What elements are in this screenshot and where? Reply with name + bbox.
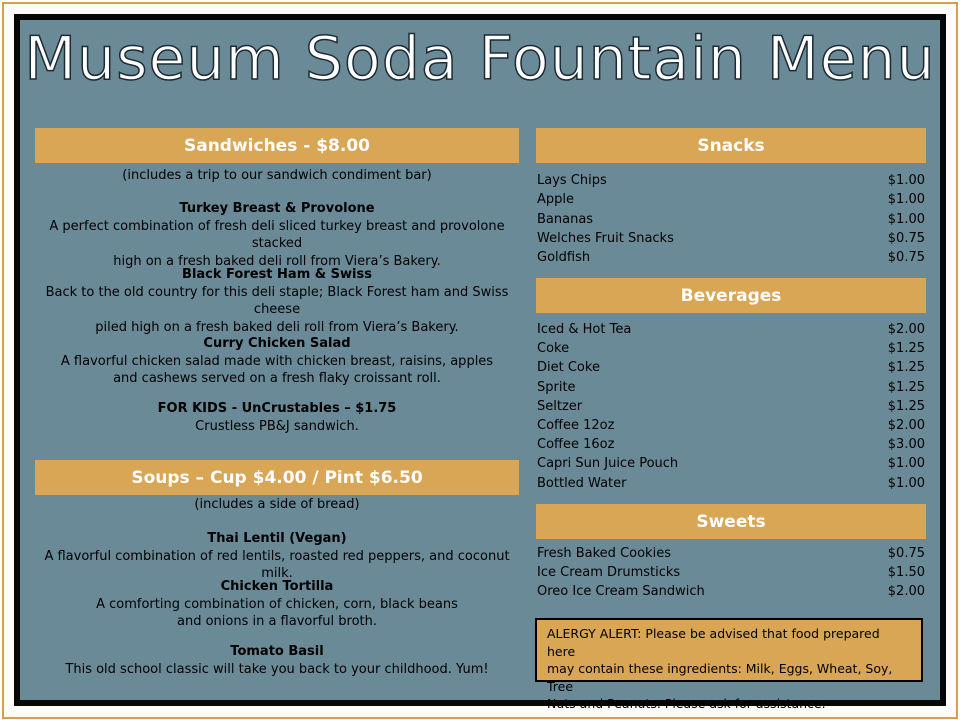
item-description: Back to the old country for this deli staple; Black Forest ham and Swiss cheese bbox=[45, 284, 509, 317]
beverages-heading: Beverages bbox=[536, 278, 926, 313]
item-name: Capri Sun Juice Pouch bbox=[537, 456, 679, 471]
item-description: A flavorful combination of red lentils, roasted red peppers, and coconut milk. bbox=[44, 548, 510, 581]
item-name: Sprite bbox=[537, 380, 576, 395]
item-name: Fresh Baked Cookies bbox=[537, 546, 671, 561]
item-name: Lays Chips bbox=[537, 173, 607, 188]
beverage-row bbox=[537, 399, 925, 418]
beverage-row bbox=[537, 456, 925, 475]
item-name: Seltzer bbox=[537, 399, 583, 414]
item-name: Turkey Breast & Provolone bbox=[179, 201, 375, 216]
item-name: Welches Fruit Snacks bbox=[537, 231, 674, 246]
soups-heading: Soups – Cup $4.00 / Pint $6.50 bbox=[35, 460, 519, 495]
item-price: $1.50 bbox=[887, 565, 925, 580]
sandwiches-heading: Sandwiches - $8.00 bbox=[35, 128, 519, 163]
sandwich-item-curry bbox=[35, 335, 519, 388]
item-price: $1.25 bbox=[887, 380, 925, 395]
item-name: Tomato Basil bbox=[230, 644, 324, 659]
item-price: $3.00 bbox=[887, 437, 925, 452]
item-name: Thai Lentil (Vegan) bbox=[207, 531, 347, 546]
beverage-row bbox=[537, 341, 925, 360]
snack-row bbox=[537, 173, 925, 192]
beverage-row bbox=[537, 380, 925, 399]
sweet-row bbox=[537, 565, 925, 584]
item-name: Coke bbox=[537, 341, 570, 356]
sandwich-item-ham bbox=[35, 266, 519, 336]
item-description: high on a fresh baked deli roll from Viera’s Bakery. bbox=[113, 253, 441, 269]
item-name: Oreo Ice Cream Sandwich bbox=[537, 584, 705, 599]
item-price: $1.00 bbox=[887, 212, 925, 227]
sandwich-item-turkey bbox=[35, 200, 519, 270]
item-name: Curry Chicken Salad bbox=[203, 336, 351, 351]
item-price: $1.25 bbox=[887, 360, 925, 375]
beverage-row bbox=[537, 360, 925, 379]
item-name: Apple bbox=[537, 192, 575, 207]
item-name: Diet Coke bbox=[537, 360, 600, 375]
item-description: and cashews served on a fresh flaky croissant roll. bbox=[113, 371, 441, 386]
item-description: A comforting combination of chicken, corn, black beans bbox=[96, 596, 458, 612]
item-price: $1.00 bbox=[887, 173, 925, 188]
item-name: Black Forest Ham & Swiss bbox=[182, 267, 372, 282]
beverage-row bbox=[537, 437, 925, 456]
item-name: Coffee 12oz bbox=[537, 418, 615, 433]
item-price: $0.75 bbox=[887, 231, 925, 246]
item-name: FOR KIDS - UnCrustables – $1.75 bbox=[157, 401, 397, 416]
item-name: Ice Cream Drumsticks bbox=[537, 565, 681, 580]
item-description: A flavorful chicken salad made with chicken breast, raisins, apples bbox=[60, 353, 494, 369]
item-price: $1.00 bbox=[887, 456, 925, 471]
snack-row bbox=[537, 250, 925, 269]
soup-item-tortilla bbox=[35, 578, 519, 631]
soups-note: (includes a side of bread) bbox=[194, 497, 360, 512]
item-description: Crustless PB&J sandwich. bbox=[195, 418, 359, 434]
item-price: $0.75 bbox=[887, 250, 925, 265]
item-name: Iced & Hot Tea bbox=[537, 322, 632, 337]
snack-row bbox=[537, 212, 925, 231]
soup-item-lentil bbox=[35, 530, 519, 583]
item-name: Bottled Water bbox=[537, 476, 627, 491]
sweet-row bbox=[537, 546, 925, 565]
snacks-heading: Snacks bbox=[536, 128, 926, 163]
item-price: $1.25 bbox=[887, 399, 925, 414]
sandwich-item-kids bbox=[35, 400, 519, 435]
item-description: This old school classic will take you back to your childhood. Yum! bbox=[65, 661, 489, 677]
item-price: $1.00 bbox=[887, 192, 925, 207]
beverage-row bbox=[537, 322, 925, 341]
item-price: $2.00 bbox=[887, 418, 925, 433]
allergy-alert bbox=[535, 618, 923, 711]
alert-text: may contain these ingredients: Milk, Eggs, Wheat, Soy, Tree bbox=[547, 661, 893, 694]
beverage-row bbox=[537, 476, 925, 495]
snack-row bbox=[537, 231, 925, 250]
soup-item-tomato bbox=[35, 643, 519, 678]
sandwiches-note: (includes a trip to our sandwich condiment bar) bbox=[122, 168, 432, 183]
item-name: Chicken Tortilla bbox=[220, 579, 334, 594]
item-name: Goldfish bbox=[537, 250, 591, 265]
item-price: $2.00 bbox=[887, 322, 925, 337]
sweet-row bbox=[537, 584, 925, 603]
item-description: and onions in a flavorful broth. bbox=[176, 614, 377, 629]
item-name: Bananas bbox=[537, 212, 594, 227]
sweets-heading: Sweets bbox=[536, 504, 926, 539]
item-price: $0.75 bbox=[887, 546, 925, 561]
item-description: piled high on a fresh baked deli roll from Viera’s Bakery. bbox=[95, 319, 459, 335]
alert-text: ALERGY ALERT: Please be advised that food prepared here bbox=[547, 626, 880, 659]
page-title: Museum Soda Fountain Menu bbox=[24, 24, 936, 94]
beverage-row bbox=[537, 418, 925, 437]
item-price: $2.00 bbox=[887, 584, 925, 599]
snack-row bbox=[537, 192, 925, 211]
item-price: $1.00 bbox=[887, 476, 925, 491]
item-description: A perfect combination of fresh deli sliced turkey breast and provolone stacked bbox=[49, 218, 505, 251]
alert-text: Nuts and Peanuts. Please ask for assistance. bbox=[547, 696, 826, 711]
item-name: Coffee 16oz bbox=[537, 437, 615, 452]
item-price: $1.25 bbox=[887, 341, 925, 356]
